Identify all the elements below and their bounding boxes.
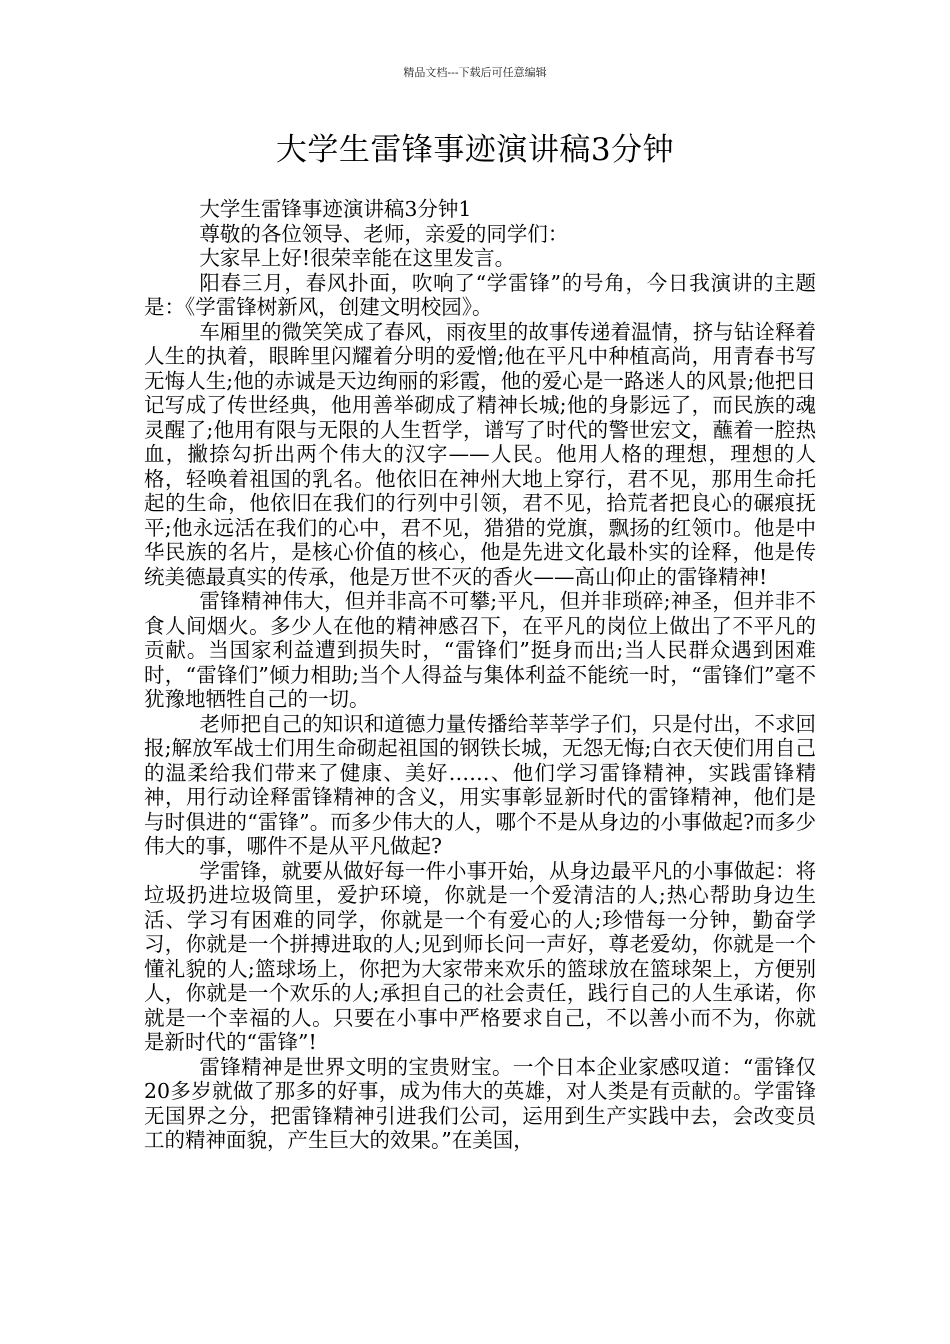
paragraph-body: 学雷锋，就要从做好每一件小事开始，从身边最平凡的小事做起：将垃圾扔进垃圾筒里，爱护环境，你就是一个爱清洁的人;热心帮助身边生活、学习有困难的同学，你就是一个有爱心的人;珍惜每一分钟，勤奋学习，你就是一个拼搏进取的人;见到师长问一声好，尊老爱幼，你就是一个懂礼貌的人;篮球场上，你把为大家带来欢乐的篮球放在篮球架上，方便别人，你就是一个欢乐的人;承担自己的社会责任，践行自己的人生承诺，你就是一个幸福的人。只要在小事中严格要求自己，不以善小而不为，你就是新时代的“雷锋”!	[144, 858, 816, 1054]
paragraph-topic: 阳春三月，春风扑面，吹响了“学雷锋”的号角，今日我演讲的主题是：《学雷锋树新风，创建文明校园》。	[144, 270, 816, 319]
paragraph-body: 雷锋精神伟大，但并非高不可攀;平凡，但并非琐碎;神圣，但并非不食人间烟火。多少人在他的精神感召下，在平凡的岗位上做出了不平凡的贡献。当国家利益遭到损失时，“雷锋们”挺身而出;当人民群众遇到困难时，“雷锋们”倾力相助;当个人得益与集体利益不能统一时，“雷锋们”毫不犹豫地牺牲自己的一切。	[144, 589, 816, 711]
paragraph-body: 雷锋精神是世界文明的宝贵财宝。一个日本企业家感叹道：“雷锋仅20多岁就做了那多的好事，成为伟大的英雄，对人类是有贡献的。学雷锋无国界之分，把雷锋精神引进我们公司，运用到生产实践中去，会改变员工的精神面貌，产生巨大的效果。”在美国，	[144, 1054, 816, 1152]
paragraph-salutation: 尊敬的各位领导、老师，亲爱的同学们：	[199, 221, 569, 246]
document-body	[144, 197, 816, 1153]
paragraph-body: 老师把自己的知识和道德力量传播给莘莘学子们，只是付出，不求回报;解放军战士们用生命砌起祖国的钢铁长城，无怨无悔;白衣天使们用自己的温柔给我们带来了健康、美好……、他们学习雷锋精神，实践雷锋精神，用行动诠释雷锋精神的含义，用实事彰显新时代的雷锋精神，他们是与时俱进的“雷锋”。而多少伟大的人，哪个不是从身边的小事做起?而多少伟大的事，哪件不是从平凡做起?	[144, 711, 816, 858]
header-note: 精品文档---下载后可任意编辑	[403, 66, 547, 79]
paragraph-body: 车厢里的微笑笑成了春风，雨夜里的故事传递着温情，挤与钻诠释着人生的执着，眼眸里闪耀着分明的爱憎;他在平凡中种植高尚，用青春书写无悔人生;他的赤诚是天边绚丽的彩霞，他的爱心是一路迷人的风景;他把日记写成了传世经典，他用善举砌成了精神长城;他的身影远了，而民族的魂灵醒了;他用有限与无限的人生哲学，谱写了时代的警世宏文，蘸着一腔热血，撇捺勾折出两个伟大的汉字——人民。他用人格的理想，理想的人格，轻唤着祖国的乳名。他依旧在神州大地上穿行，君不见，那用生命托起的生命，他依旧在我们的行列中引领，君不见，拾荒者把良心的碾痕抚平;他永远活在我们的心中，君不见，猎猎的党旗，飘扬的红领巾。他是中华民族的名片，是核心价值的核心，他是先进文化最朴实的诠释，他是传统美德最真实的传承，他是万世不灭的香火——高山仰止的雷锋精神!	[144, 319, 816, 589]
paragraph-greeting: 大家早上好!很荣幸能在这里发言。	[199, 246, 516, 270]
paragraph-subtitle: 大学生雷锋事迹演讲稿3分钟1	[199, 197, 472, 221]
document-title: 大学生雷锋事迹演讲稿3分钟	[275, 132, 675, 168]
